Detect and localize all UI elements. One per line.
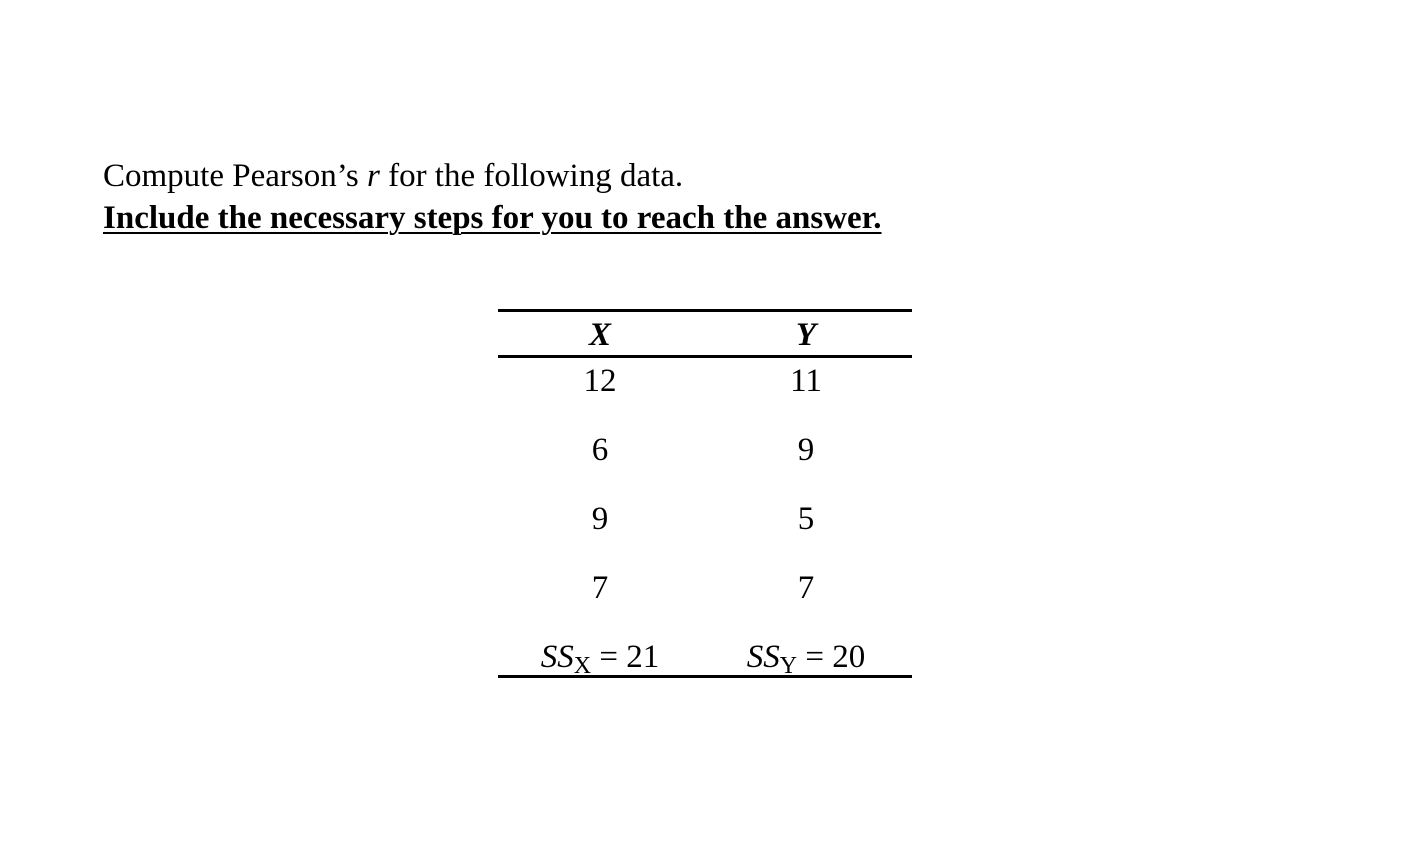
table-cell-y: 11 (790, 363, 822, 399)
header-divider (498, 355, 912, 358)
question-instruction: Include the necessary steps for you to reach the answer. (103, 200, 882, 236)
sum-of-squares-x: $SS_X = 21$ (540, 639, 660, 679)
column-header-y: Y (795, 317, 817, 353)
question-line-1: Compute Pearson’s r for the following data. (103, 158, 684, 194)
table-cell-x: 6 (591, 432, 609, 468)
question-text (103, 155, 882, 239)
sum-of-squares-y: $SS_Y = 20$ (746, 639, 866, 679)
table-cell-y: 9 (797, 432, 815, 468)
data-table (498, 309, 912, 678)
table-cell-y: 7 (797, 570, 815, 606)
table-cell-y: 5 (797, 501, 815, 537)
column-header-x: X (588, 317, 611, 353)
table-cell-x: 12 (583, 363, 617, 399)
table-cell-x: 7 (591, 570, 609, 606)
pearson-r-symbol: r (366, 158, 380, 194)
table-cell-x: 9 (591, 501, 609, 537)
